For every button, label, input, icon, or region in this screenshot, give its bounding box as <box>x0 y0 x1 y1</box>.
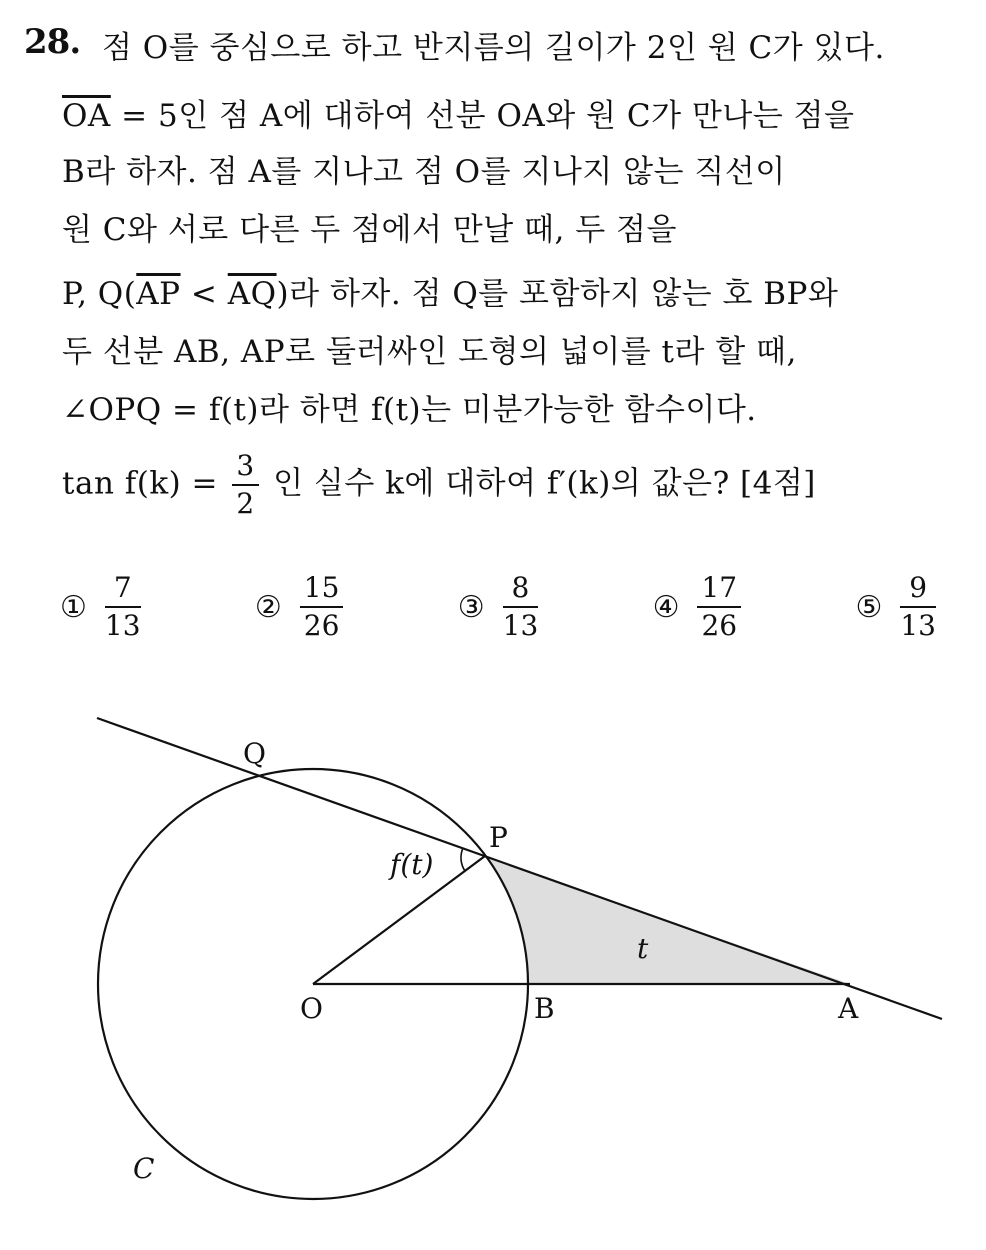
question-line-6: 두 선분 AB, AP로 둘러싸인 도형의 넓이를 t라 할 때, <box>62 334 797 370</box>
fraction-numerator: 3 <box>232 452 258 486</box>
question-line-5-rest: )라 하자. 점 Q를 포함하지 않는 호 BP와 <box>276 276 839 312</box>
question-number: 28. <box>24 22 81 62</box>
choice-numerator: 8 <box>503 574 539 608</box>
choice-3[interactable] <box>457 571 543 642</box>
choice-denominator: 26 <box>303 609 340 642</box>
choice-mark: ⑤ <box>855 589 883 625</box>
choice-numerator: 9 <box>900 574 936 608</box>
label-b: B <box>534 992 555 1025</box>
segment-aq: $\overline{AQ}$ <box>227 276 277 312</box>
choice-mark: ② <box>254 589 282 625</box>
choice-numerator: 7 <box>105 574 141 608</box>
question-line-4: 원 C와 서로 다른 두 점에서 만날 때, 두 점을 <box>62 212 677 248</box>
choice-mark: ④ <box>652 589 680 625</box>
question-line-5 <box>62 268 838 313</box>
choice-fraction <box>900 571 936 642</box>
fraction-three-halves <box>232 449 258 520</box>
question-line-8-rest: 인 실수 k에 대하여 f′(k)의 값은? [4점] <box>262 465 816 502</box>
choice-5[interactable] <box>855 571 940 642</box>
choice-denominator: 13 <box>900 609 936 642</box>
choice-numerator: 15 <box>300 574 344 608</box>
label-o: O <box>300 992 323 1025</box>
choice-denominator: 13 <box>104 609 141 642</box>
question-line-8-a: tan f(k) = <box>62 465 229 502</box>
question-line-8 <box>62 449 816 520</box>
label-angle: f(t) <box>390 848 434 881</box>
choice-mark: ① <box>60 589 87 625</box>
choice-denominator: 13 <box>502 609 539 642</box>
question-line-5-a: P, Q( <box>62 276 137 312</box>
label-q: Q <box>243 737 266 770</box>
line-through-a <box>97 718 942 1019</box>
label-a: A <box>838 992 859 1025</box>
question-line-1: 점 O를 중심으로 하고 반지름의 길이가 2인 원 C가 있다. <box>102 30 885 66</box>
label-c: C <box>133 1152 155 1185</box>
choice-1[interactable] <box>60 571 145 642</box>
geometry-figure <box>0 690 986 1230</box>
question-line-3: B라 하자. 점 A를 지나고 점 O를 지나지 않는 직선이 <box>62 154 786 190</box>
question-line-2-rest: = 5인 점 A에 대하여 선분 OA와 원 C가 만나는 점을 <box>110 98 855 134</box>
segment-ap: $\overline{AP}$ <box>136 276 181 312</box>
choice-mark: ③ <box>457 589 485 625</box>
label-t: t <box>637 932 649 965</box>
choice-denominator: 26 <box>701 609 738 642</box>
less-than: < <box>180 276 228 312</box>
choice-numerator: 17 <box>697 574 741 608</box>
fraction-denominator: 2 <box>236 487 255 520</box>
label-p: P <box>489 821 508 854</box>
question-line-7: ∠OPQ = f(t)라 하면 f(t)는 미분가능한 함수이다. <box>62 392 757 428</box>
choice-fraction <box>697 571 741 642</box>
segment-oa: $\overline{OA}$ <box>62 98 111 134</box>
choice-2[interactable] <box>254 571 348 642</box>
answer-choices <box>60 571 940 642</box>
choice-fraction <box>300 571 344 642</box>
choice-4[interactable] <box>652 571 746 642</box>
question-line-2 <box>62 90 854 135</box>
choice-fraction <box>104 571 141 642</box>
angle-arc-opq <box>461 848 465 871</box>
choice-fraction <box>502 571 539 642</box>
